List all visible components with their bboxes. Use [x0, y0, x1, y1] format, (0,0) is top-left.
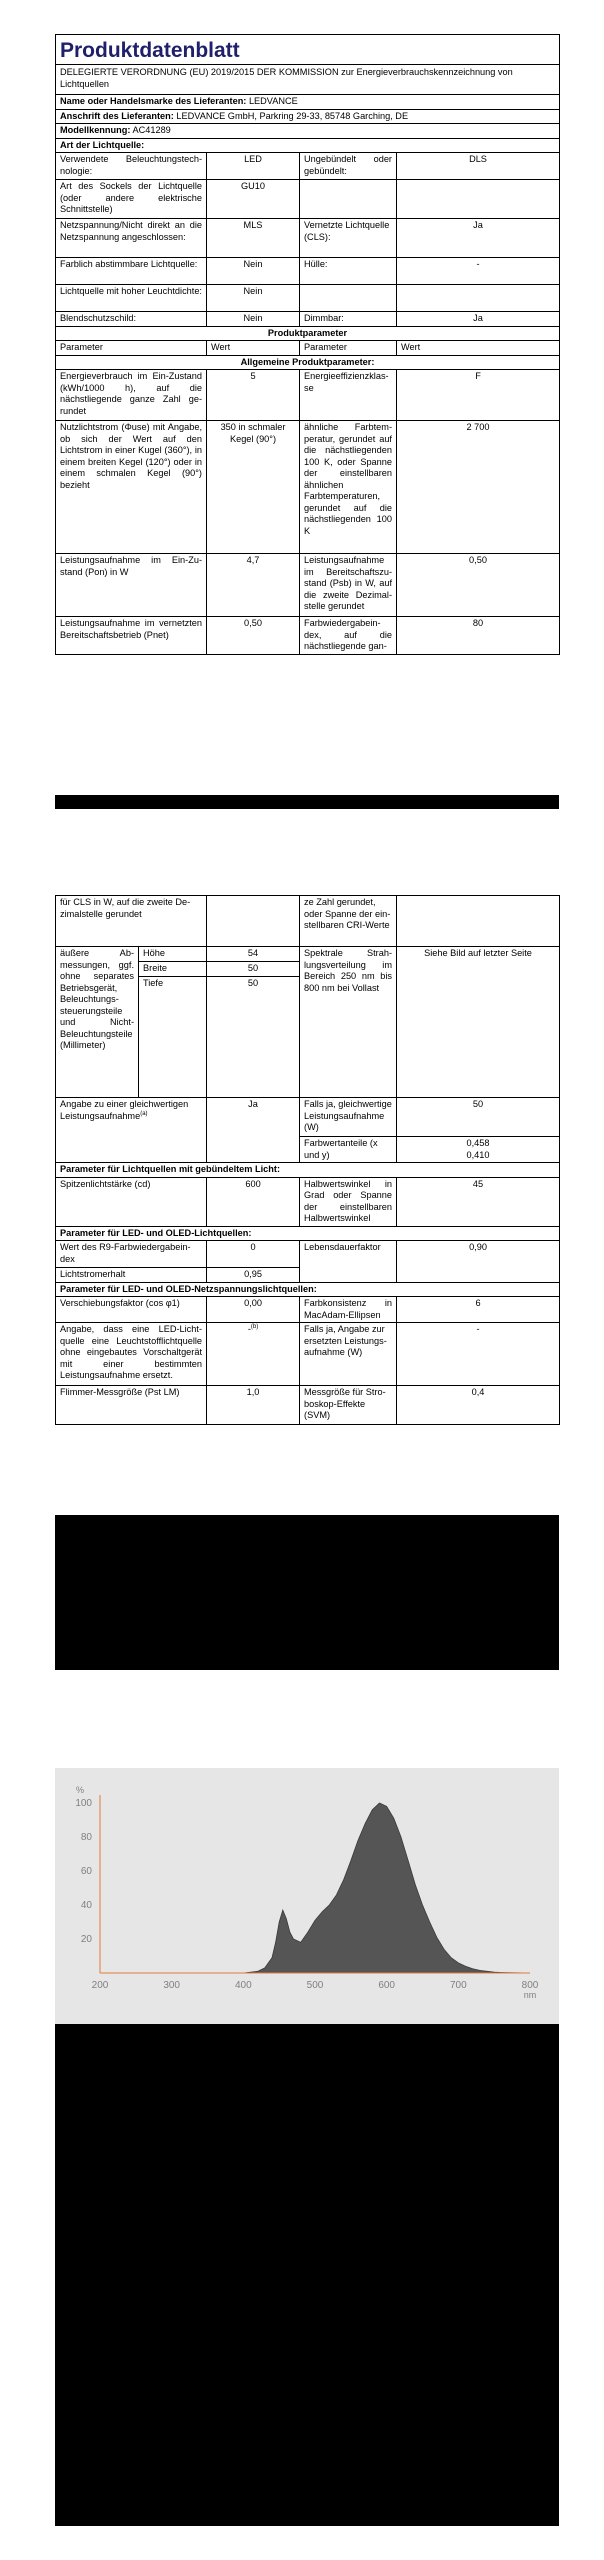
type-row — [56, 258, 560, 285]
general-row-label: Leistungsaufnahme im Bereitschaftszustand (Psb) in W, auf die zweite Dezimalstelle gerundet — [300, 554, 397, 617]
type-row-label: Dimmbar: — [300, 312, 397, 327]
chroma-x: 0,458 — [466, 1138, 490, 1148]
supplier-name-label: Name oder Handelsmarke des Lieferanten: — [60, 96, 247, 106]
type-label: Art der Lichtquelle: — [56, 138, 560, 153]
model-row — [56, 124, 560, 139]
macadam-value: 6 — [397, 1297, 560, 1323]
type-row-value — [397, 285, 560, 312]
type-table — [55, 152, 560, 655]
general-row-label: Energieverbrauch im Ein-Zustand (kWh/1000 h), auf die nächstliegende ganze Zahl gerundet — [56, 370, 207, 421]
footnote-b: (b) — [250, 1323, 259, 1330]
general-row — [56, 554, 560, 617]
header-table — [55, 34, 560, 153]
y-tick-label: 100 — [75, 1798, 92, 1809]
dimension-row — [56, 947, 560, 962]
column-header-row — [56, 341, 560, 356]
claim-value: - — [247, 1324, 251, 1334]
continued-label: für CLS in W, auf die zweite Dezimalstelle gerundet — [56, 896, 207, 947]
general-row-value: 2 700 — [397, 421, 560, 554]
general-params-header: Allgemeine Produktparameter: — [56, 355, 560, 370]
col-header-value: Wert — [397, 341, 560, 356]
equiv-row — [56, 1098, 560, 1137]
type-row-label — [300, 285, 397, 312]
dimension-label: Höhe — [139, 947, 207, 962]
spectral-value: Siehe Bild auf letzter Seite — [397, 947, 560, 1098]
supplier-address: LEDVANCE GmbH, Parkring 29-33, 85748 Garching, DE — [176, 110, 409, 121]
y-tick-label: 80 — [80, 1832, 92, 1843]
flicker-row — [56, 1386, 560, 1425]
dimension-label: Tiefe — [139, 977, 207, 1098]
footnote-a: (a) — [140, 1110, 148, 1117]
model-label: Modellkennung: — [60, 125, 131, 135]
general-row-label: Energieeffizienzklasse — [300, 370, 397, 421]
type-row-label: Ungebündelt oder gebündelt: — [300, 153, 397, 180]
peak-label: Spitzenlichtstärke (cd) — [56, 1177, 207, 1226]
type-row-label: Hülle: — [300, 258, 397, 285]
dimensions-label: äußere Abmessungen, ggf. ohne separates Betriebsgerät, Beleuchtungssteuerungsteile und Nicht-Beleuchtungsteile (Millimeter) — [56, 947, 139, 1098]
directional-header: Parameter für Lichtquellen mit gebündeltem Licht: — [56, 1163, 560, 1178]
y-tick-label: 20 — [80, 1934, 92, 1945]
r9-value: 0 — [207, 1241, 300, 1268]
type-row-value: DLS — [397, 153, 560, 180]
cos-row — [56, 1297, 560, 1323]
col-header-value: Wert — [207, 341, 300, 356]
chroma-y: 0,410 — [466, 1149, 490, 1160]
type-row-label: Verwendete Beleuchtungstechnologie: — [56, 153, 207, 180]
beam-value: 45 — [397, 1177, 560, 1226]
y-tick-label: 40 — [80, 1900, 92, 1911]
macadam-label: Farbkonsistenz in MacAdam-Ellipsen — [300, 1297, 397, 1323]
mains-header: Parameter für LED- und OLED-Netzspannungslichtquellen: — [56, 1282, 560, 1297]
empty-cell — [207, 896, 300, 947]
peak-row — [56, 1177, 560, 1226]
page-2-bottom-bar — [55, 1515, 559, 1670]
claim-row — [56, 1323, 560, 1386]
x-axis-label: nm — [523, 1990, 537, 2000]
maint-value: 0,95 — [207, 1268, 300, 1283]
x-tick-label: 800 — [521, 1980, 539, 1991]
x-tick-label: 700 — [449, 1980, 467, 1991]
spectrum-area — [243, 1803, 530, 1973]
col-header-parameter: Parameter — [300, 341, 397, 356]
dimension-value: 54 — [207, 947, 300, 962]
equiv-power-label: Falls ja, gleichwertige Leistungsaufnahme (W) — [300, 1098, 397, 1137]
cos-value: 0,00 — [207, 1297, 300, 1323]
equiv-power-value: 50 — [397, 1098, 560, 1137]
params-table-cont — [55, 895, 560, 1425]
page-3-bottom-bar — [55, 2024, 559, 2526]
type-row — [56, 153, 560, 180]
address-row — [56, 109, 560, 124]
x-tick-label: 600 — [378, 1980, 396, 1991]
dimension-label: Breite — [139, 962, 207, 977]
general-row-value: 0,50 — [207, 617, 300, 655]
type-row-label: Farblich abstimmbare Lichtquelle: — [56, 258, 207, 285]
datasheet-page-1 — [55, 34, 559, 655]
r9-label: Wert des R9-Farbwiedergabeindex — [56, 1241, 207, 1268]
equiv-label: Angabe zu einer gleichwertigen Leistungsaufnahme — [60, 1099, 189, 1121]
x-tick-label: 400 — [234, 1980, 252, 1991]
supplier-name-row — [56, 95, 560, 110]
general-row-label: Leistungsaufnahme im vernetzten Bereitschaftsbetrieb (Pnet) — [56, 617, 207, 655]
claim-cell — [207, 1323, 300, 1386]
general-row — [56, 617, 560, 655]
model-id: AC41289 — [132, 125, 171, 135]
sheet-title: Produktdatenblatt — [56, 35, 560, 65]
maint-label: Lichtstromerhalt — [56, 1268, 207, 1283]
type-row-value: LED — [207, 153, 300, 180]
general-row-label: Nutzlichtstrom (Φuse) mit Angabe, ob sich der Wert auf den Lichtstrom in einer Kugel (360°), in einem breiten Kegel (120°) oder in einem schmalen Kegel (90°) bezieht — [56, 421, 207, 554]
regulation-text: DELEGIERTE VERORDNUNG (EU) 2019/2015 DER KOMMISSION zur Energieverbrauchskennzeichnung von Lichtquellen — [56, 65, 560, 95]
led-header: Parameter für LED- und OLED-Lichtquellen: — [56, 1226, 560, 1241]
flicker-label: Flimmer-Messgröße (Pst LM) — [56, 1386, 207, 1425]
flicker-value: 1,0 — [207, 1386, 300, 1425]
continued-row — [56, 896, 560, 947]
replace-value: - — [397, 1323, 560, 1386]
equiv-value: Ja — [207, 1098, 300, 1163]
y-axis-label: % — [76, 1785, 85, 1795]
x-tick-label: 200 — [91, 1980, 109, 1991]
peak-value: 600 — [207, 1177, 300, 1226]
general-row-value: 80 — [397, 617, 560, 655]
type-row — [56, 180, 560, 219]
general-row-value: F — [397, 370, 560, 421]
type-row-value: MLS — [207, 219, 300, 258]
spectral-chart — [55, 1768, 559, 2024]
type-row-value: Nein — [207, 258, 300, 285]
general-row-label: ähnliche Farbtemperatur, gerundet auf die nächstliegenden 100 K, oder Spanne der einstellbaren ähnlichen Farbtemperaturen, gerundet auf die nächstliegenden 100 K — [300, 421, 397, 554]
empty-cell — [397, 896, 560, 947]
type-row — [56, 312, 560, 327]
type-row-value: GU10 — [207, 180, 300, 219]
type-row-label: Lichtquelle mit hoher Leuchtdichte: — [56, 285, 207, 312]
type-row-label: Art des Sockels der Lichtquelle (oder andere elektrische Schnittstelle) — [56, 180, 207, 219]
general-row-value: 5 — [207, 370, 300, 421]
type-row-label: Netzspannung/Nicht direkt an die Netzspannung angeschlossen: — [56, 219, 207, 258]
spectral-label: Spektrale Strahlungsverteilung im Bereich 250 nm bis 800 nm bei Vollast — [300, 947, 397, 1098]
r9-row — [56, 1241, 560, 1268]
chroma-values — [397, 1137, 560, 1163]
type-row-label — [300, 180, 397, 219]
x-tick-label: 300 — [163, 1980, 181, 1991]
chroma-label: Farbwertanteile (x und y) — [300, 1137, 397, 1163]
equiv-cell — [56, 1098, 207, 1163]
svm-value: 0,4 — [397, 1386, 560, 1425]
beam-label: Halbwertswinkel in Grad oder Spanne der einstellbaren Halbwertswinkel — [300, 1177, 397, 1226]
col-header-parameter: Parameter — [56, 341, 207, 356]
general-row — [56, 421, 560, 554]
dimension-value: 50 — [207, 962, 300, 977]
params-header: Produktparameter — [56, 326, 560, 341]
type-row-label: Blendschutzschild: — [56, 312, 207, 327]
x-tick-label: 500 — [306, 1980, 324, 1991]
type-row-value: Nein — [207, 312, 300, 327]
life-label: Lebensdauerfaktor — [300, 1241, 397, 1283]
continued-label: ze Zahl gerundet, oder Spanne der einstellbaren CRI-Werte — [300, 896, 397, 947]
type-row-value: Nein — [207, 285, 300, 312]
cos-label: Verschiebungsfaktor (cos φ1) — [56, 1297, 207, 1323]
general-row-value: 4,7 — [207, 554, 300, 617]
type-row — [56, 219, 560, 258]
y-tick-label: 60 — [80, 1866, 92, 1877]
general-row-value: 350 in schmaler Kegel (90°) — [207, 421, 300, 554]
datasheet-page-2 — [55, 895, 559, 1425]
claim-label: Angabe, dass eine LED-Lichtquelle eine Leuchtstofflichtquelle ohne eingebautes Vorschaltgerät mit einer bestimmten Leistungsaufnahme ersetzt. — [56, 1323, 207, 1386]
spectral-chart-svg — [55, 1768, 559, 2024]
replace-label: Falls ja, Angabe zur ersetzten Leistungsaufnahme (W) — [300, 1323, 397, 1386]
supplier-name: LEDVANCE — [248, 96, 298, 106]
general-row-label: Leistungsaufnahme im Ein-Zustand (Pon) in W — [56, 554, 207, 617]
general-row — [56, 370, 560, 421]
page-1-bottom-bar — [55, 795, 559, 809]
type-row-value: - — [397, 258, 560, 285]
type-row-label: Vernetzte Lichtquelle (CLS): — [300, 219, 397, 258]
address-label: Anschrift des Lieferanten: — [60, 110, 174, 121]
type-row-value: Ja — [397, 219, 560, 258]
dimension-value: 50 — [207, 977, 300, 1098]
general-row-label: Farbwiedergabeindex, auf die nächstliegende gan- — [300, 617, 397, 655]
type-row-value — [397, 180, 560, 219]
type-row — [56, 285, 560, 312]
type-row-value: Ja — [397, 312, 560, 327]
general-row-value: 0,50 — [397, 554, 560, 617]
svm-label: Messgröße für Stroboskop-Effekte (SVM) — [300, 1386, 397, 1425]
life-value: 0,90 — [397, 1241, 560, 1283]
